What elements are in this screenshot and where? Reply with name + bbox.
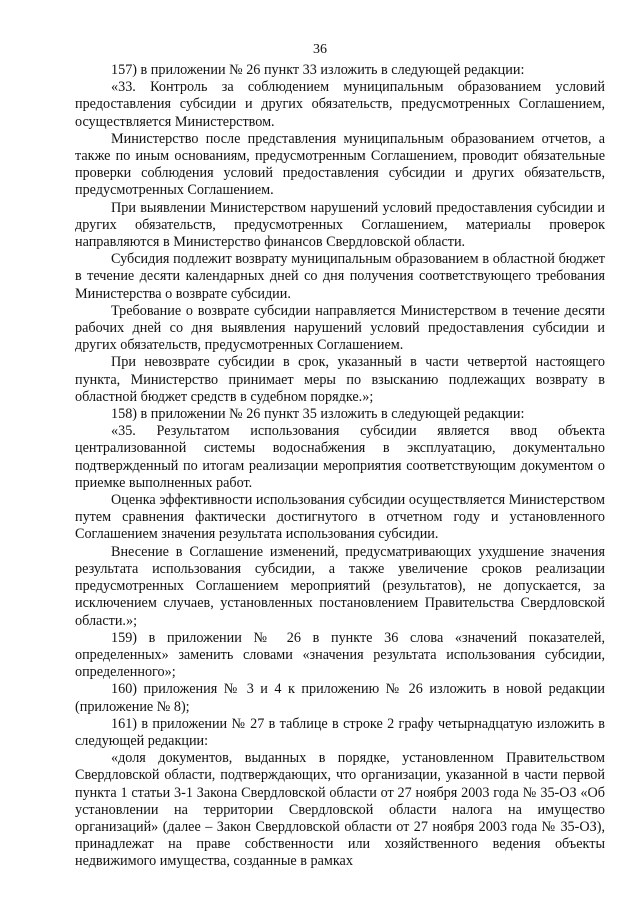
- document-body: [75, 62, 605, 871]
- paragraph-157: 157) в приложении № 26 пункт 33 изложить в следующей редакции:: [111, 62, 525, 78]
- paragraph-161: 161) в приложении № 27 в таблице в строке 2 графу четырнадцатую изложить в следующей редакции:: [75, 715, 605, 749]
- paragraph-158: 158) в приложении № 26 пункт 35 изложить в следующей редакции:: [111, 406, 525, 423]
- paragraph-33-refund-request: Требование о возврате субсидии направляется Министерством в течение десяти рабочих дней со дня выявления нарушений условий предоставления субсидии и других обязательств, предусмотренных Соглашением.: [75, 302, 605, 354]
- paragraph-33-refund: Субсидия подлежит возврату муниципальным образованием в областной бюджет в течение десяти календарных дней со дня получения соответствующего требования Министерства о возврате субсидии.: [75, 251, 605, 302]
- paragraph-159: 159) в приложении № 26 в пункте 36 слова «значений показателей, определенных» заменить словами «значения результата использования субсидии, определенного»;: [75, 629, 605, 681]
- paragraph-161-text: «доля документов, выданных в порядке, установленном Правительством Свердловской области, подтверждающих, что организации, указанной в части первой пункта 1 статьи 3-1 Закона Свердловской области от 27 ноября 2003 года № 35-ОЗ «Об установлении на территории Свердловской области налога на имущество организаций» (далее – Закон Свердловской области от 27 ноября 2003 года № 35-ОЗ), принадлежат на праве собственности или хозяйственного ведения объекты недвижимого имущества, созданные в рамках: [75, 750, 605, 870]
- paragraph-35-efficiency: Оценка эффективности использования субсидии осуществляется Министерством путем сравнения фактически достигнутого в отчетном году и установленного Соглашением значения результата использования субсидии.: [75, 492, 605, 543]
- page-number: 36: [313, 42, 327, 57]
- paragraph-35-changes: Внесение в Соглашение изменений, предусматривающих ухудшение значения результата использования субсидии, а также увеличение сроков реализации предусмотренных Соглашением мероприятий (результатов), не допускается, за исключением случаев, установленных постановлением Правительства Свердловской области.»;: [75, 543, 605, 629]
- paragraph-160: 160) приложения № 3 и 4 к приложению № 26 изложить в новой редакции (приложение № 8);: [75, 681, 605, 715]
- paragraph-35-result: «35. Результатом использования субсидии является ввод объекта централизованной системы водоснабжения в эксплуатацию, документально подтвержденный по итогам реализации мероприятия соответствующим документом о приемке выполненных работ.: [75, 423, 605, 491]
- paragraph-33-non-refund: При невозврате субсидии в срок, указанный в части четвертой настоящего пункта, Министерство принимает меры по взысканию подлежащих возврату в областной бюджет средств в судебном порядке.»;: [75, 354, 605, 405]
- paragraph-33-control: «33. Контроль за соблюдением муниципальным образованием условий предоставления субсидии и других обязательств, предусмотренных Соглашением, осуществляется Министерством.: [75, 79, 605, 130]
- paragraph-33-inspections: Министерство после представления муниципальным образованием отчетов, а также по иным основаниям, предусмотренным Соглашением, проводит обязательные проверки соблюдения условий предоставления субсидии и других обязательств, предусмотренных Соглашением.: [75, 130, 605, 199]
- paragraph-33-violations: При выявлении Министерством нарушений условий предоставления субсидии и других обязательств, предусмотренных Соглашением, материалы проверок направляются в Министерство финансов Свердловской области.: [75, 199, 605, 251]
